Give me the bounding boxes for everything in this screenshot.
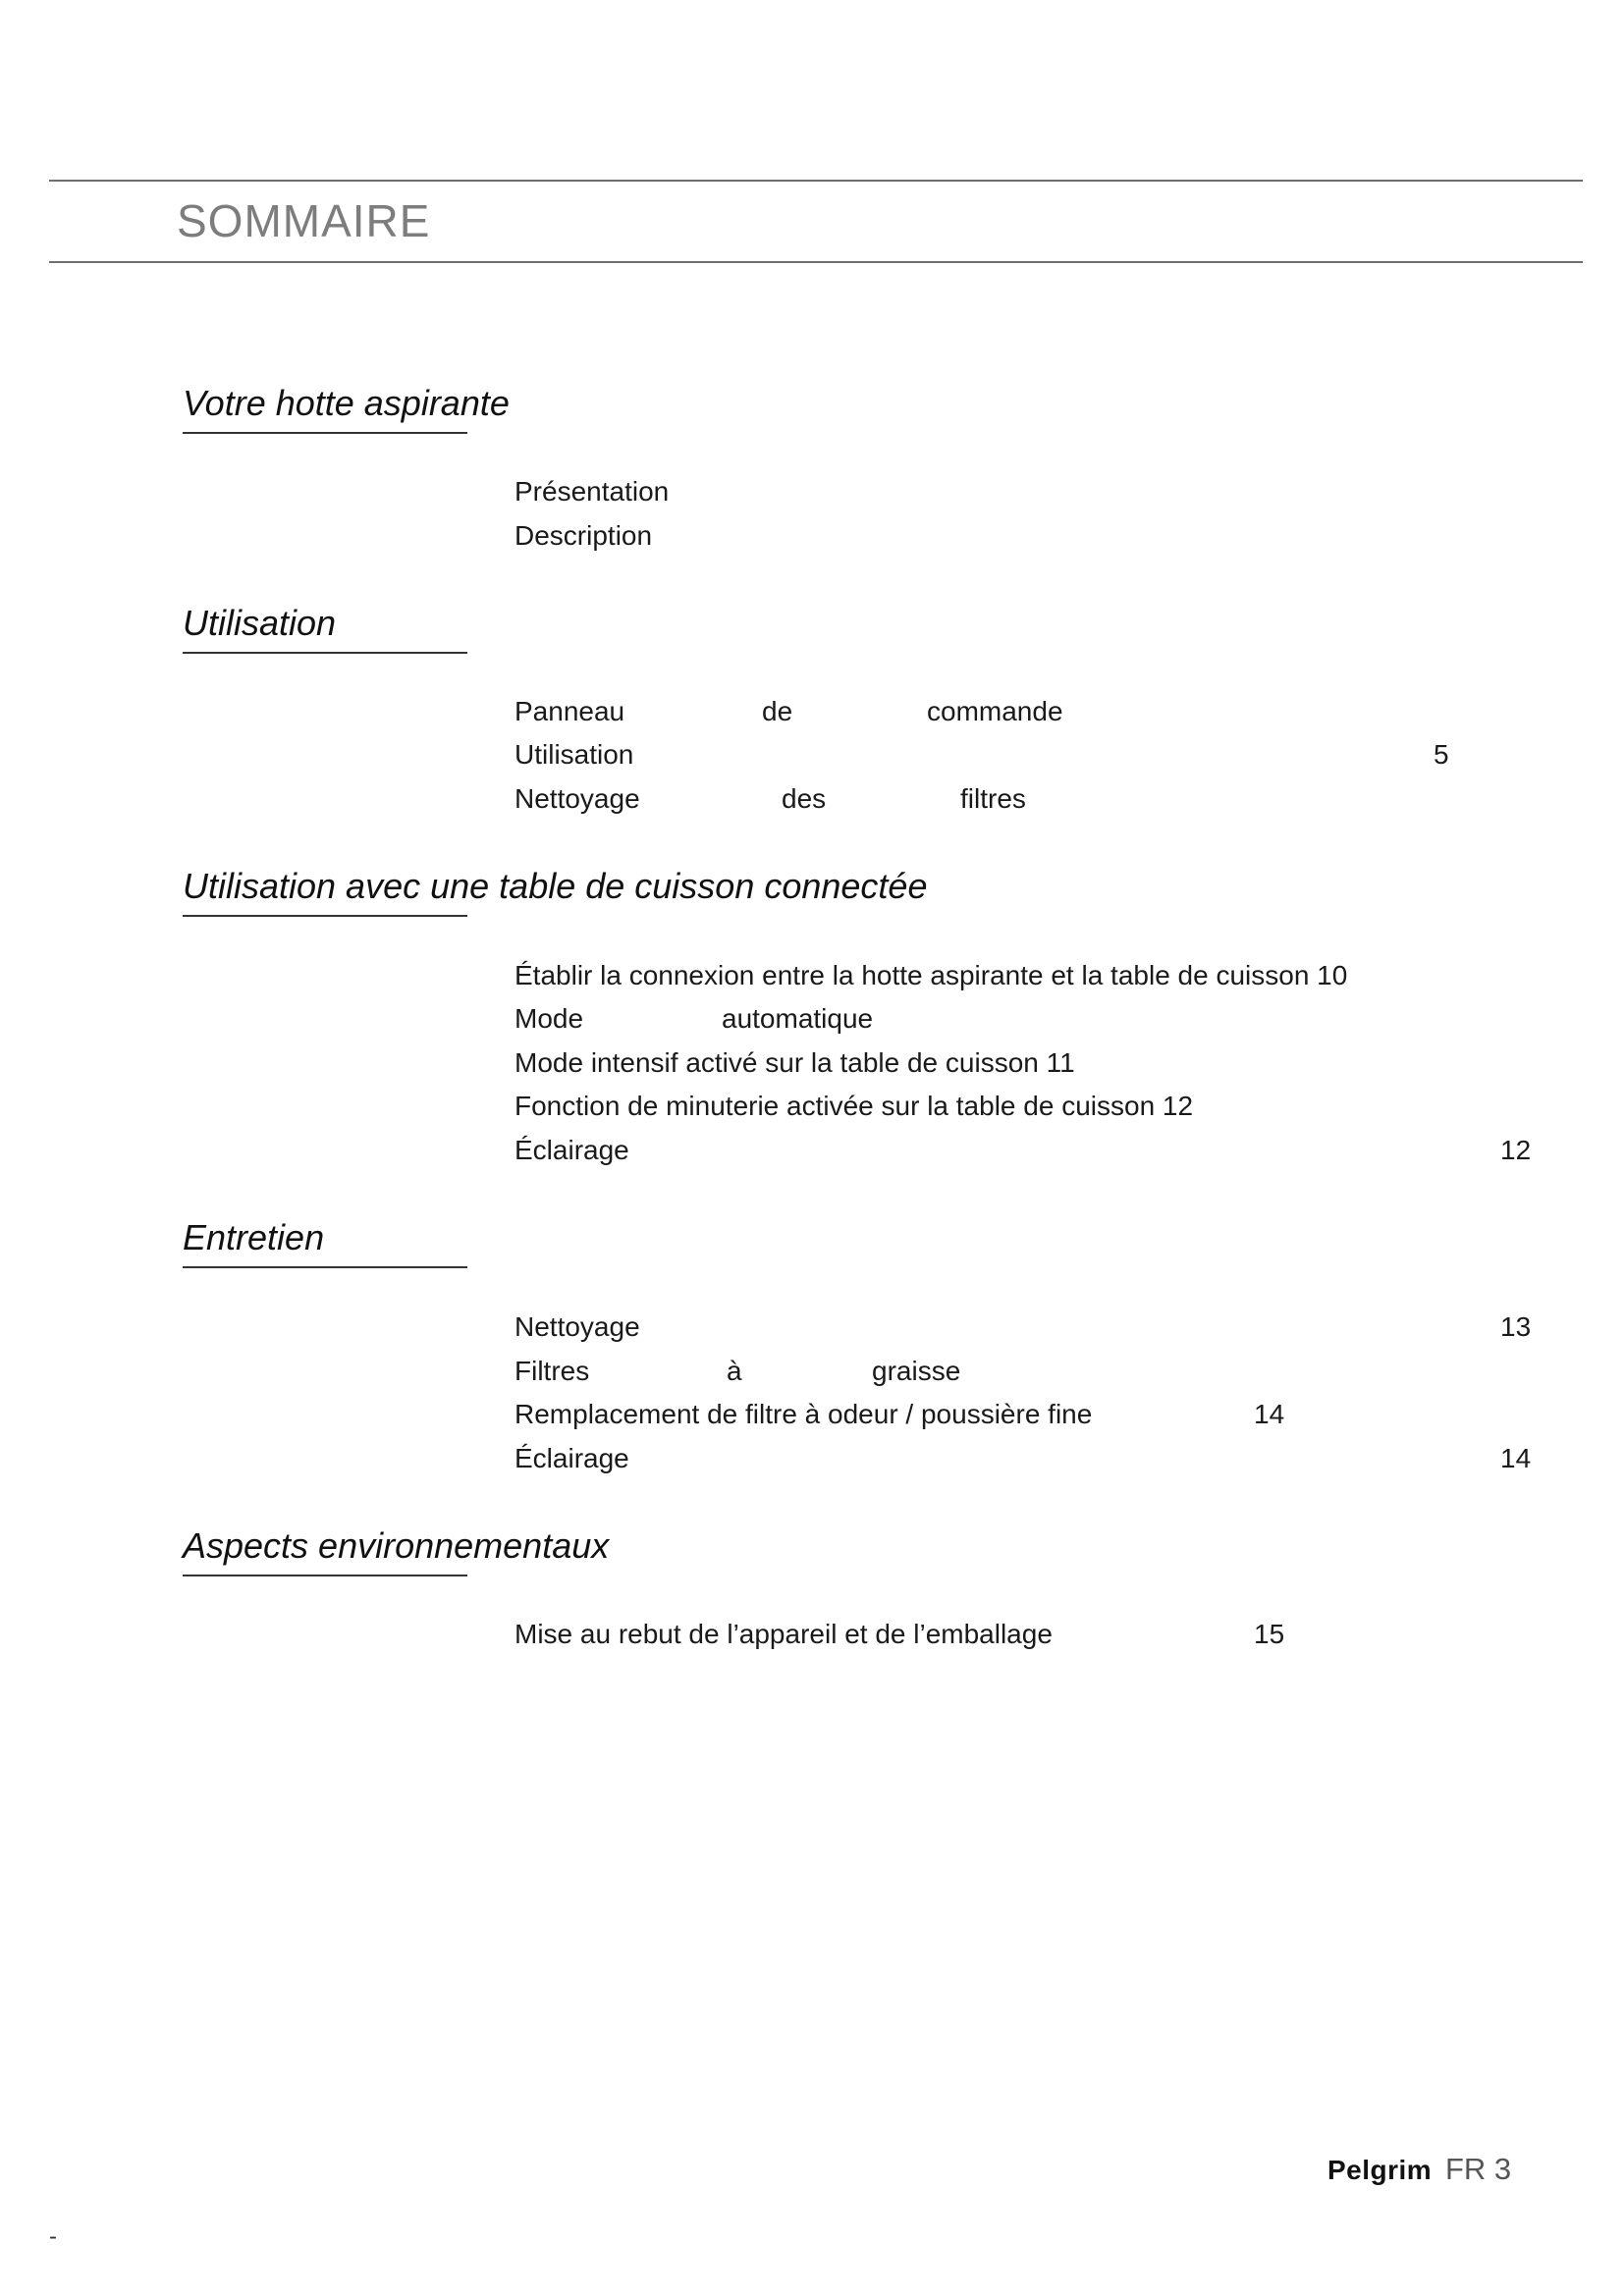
section-votre-hotte [183, 383, 510, 434]
toc-page-number: 12 [1500, 1135, 1532, 1165]
section-title: Utilisation [183, 603, 337, 643]
entry-word: Nettoyage [514, 783, 640, 814]
section-aspects-environnementaux [183, 1525, 609, 1576]
entry-word: de [762, 696, 793, 726]
toc-entry-nettoyage-filtres[interactable] [514, 782, 1026, 816]
page-title: SOMMAIRE [177, 195, 431, 246]
section-utilisation [183, 603, 467, 654]
toc-entry-eclairage-entretien[interactable]: Éclairage [514, 1443, 629, 1473]
toc-entry-etablir-connexion[interactable]: Établir la connexion entre la hotte aspirante et la table de cuisson 10 [514, 960, 1348, 990]
toc-entry-mise-au-rebut[interactable]: Mise au rebut de l’appareil et de l’emballage [514, 1619, 1053, 1649]
toc-page-number: 5 [1434, 739, 1449, 770]
section-title: Aspects environnementaux [183, 1525, 610, 1566]
toc-page-number: 14 [1254, 1399, 1285, 1429]
toc-entry-nettoyage[interactable]: Nettoyage [514, 1311, 640, 1342]
header-rule-top [49, 180, 1583, 182]
toc-entry-mode-automatique[interactable] [514, 1002, 874, 1036]
entry-word: filtres [960, 783, 1026, 814]
entry-word: commande [927, 696, 1063, 726]
entry-word: des [782, 783, 827, 814]
section-underline [183, 652, 467, 654]
section-underline [183, 915, 467, 917]
section-title: Votre hotte aspirante [183, 383, 510, 423]
section-entretien [183, 1217, 467, 1268]
toc-page-number: 13 [1500, 1311, 1532, 1342]
brand-logo: Pelgrim [1327, 2155, 1433, 2185]
toc-entry-panneau-commande[interactable] [514, 695, 1063, 728]
entry-word: graisse [872, 1356, 961, 1386]
section-title: Utilisation avec une table de cuisson connectée [183, 866, 928, 906]
toc-page-number: 14 [1500, 1443, 1532, 1473]
section-underline [183, 1575, 467, 1576]
toc-page-number: 15 [1254, 1619, 1285, 1649]
toc-entry-remplacement-filtre[interactable]: Remplacement de filtre à odeur / poussière fine [514, 1399, 1093, 1429]
toc-entry-eclairage[interactable]: Éclairage [514, 1135, 629, 1165]
entry-word: automatique [722, 1003, 874, 1034]
corner-mark: - [49, 2223, 57, 2250]
section-underline [183, 1266, 467, 1268]
toc-entry-presentation[interactable]: Présentation [514, 476, 670, 507]
section-underline [183, 432, 467, 434]
toc-entry-mode-intensif[interactable]: Mode intensif activé sur la table de cuisson 11 [514, 1047, 1075, 1078]
entry-word: Mode [514, 1003, 584, 1034]
toc-entry-filtres-graisse[interactable] [514, 1355, 961, 1388]
entry-word: à [727, 1356, 742, 1386]
toc-entry-description[interactable]: Description [514, 520, 653, 551]
header-rule-bottom [49, 261, 1583, 263]
entry-word: Filtres [514, 1356, 590, 1386]
toc-entry-utilisation[interactable]: Utilisation [514, 739, 634, 770]
section-table-cuisson [183, 866, 927, 917]
toc-entry-minuterie[interactable]: Fonction de minuterie activée sur la table de cuisson 12 [514, 1091, 1194, 1121]
section-title: Entretien [183, 1217, 325, 1257]
page-number-label: FR 3 [1445, 2152, 1512, 2186]
entry-word: Panneau [514, 696, 625, 726]
